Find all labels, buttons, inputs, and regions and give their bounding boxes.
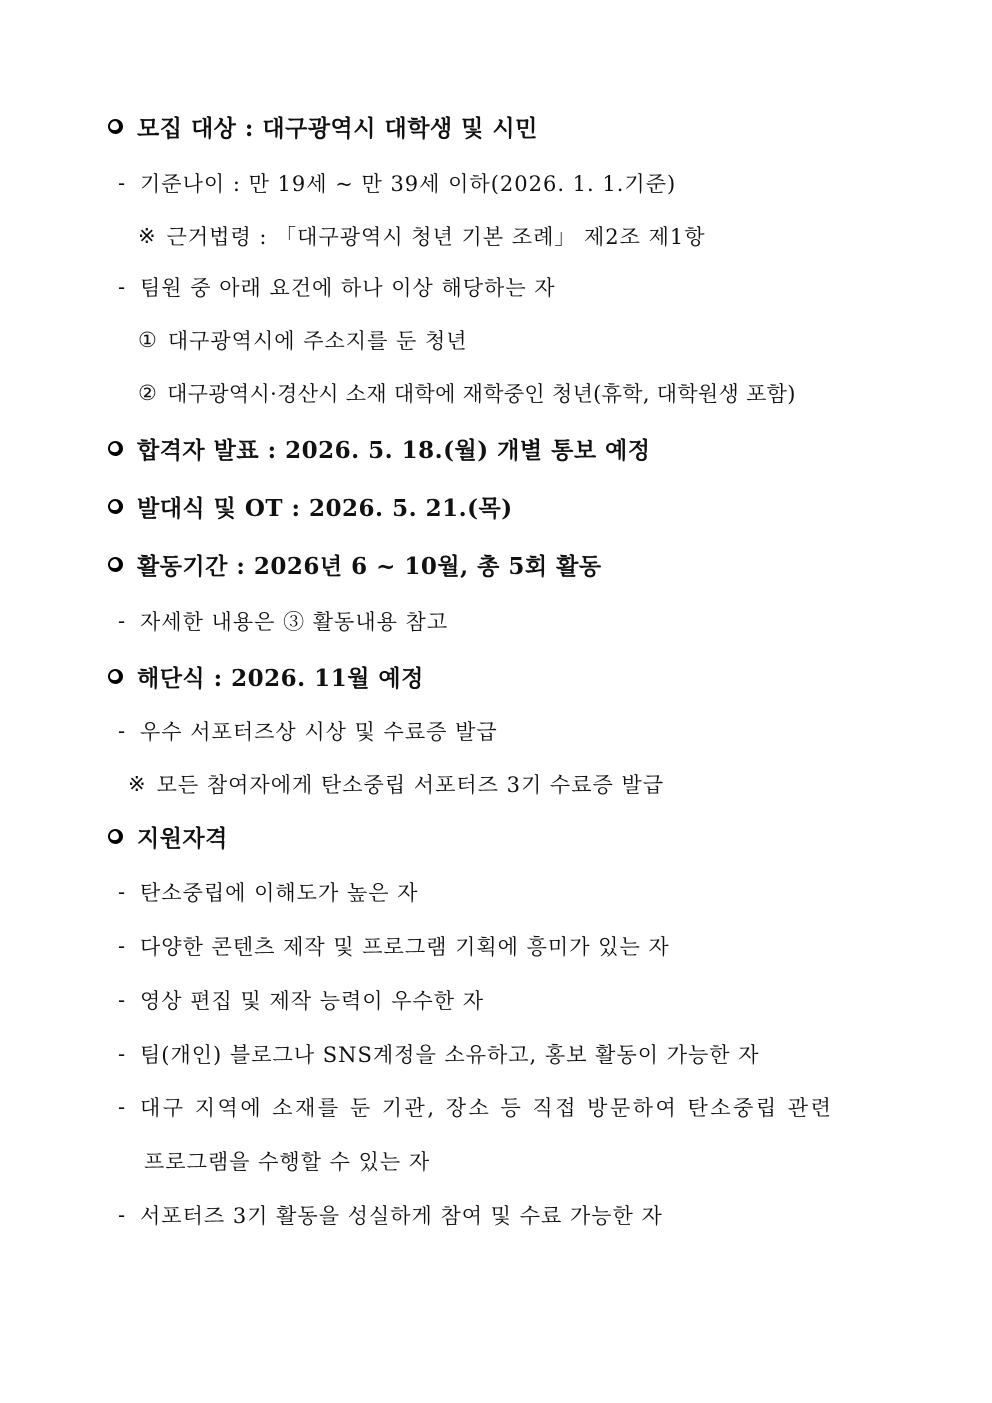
section-heading-closing-ceremony [108,660,424,693]
item-text: 다양한 콘텐츠 제작 및 프로그램 기획에 흥미가 있는 자 [140,935,670,959]
circled-number-1-icon: ① [138,328,158,352]
dash-icon: - [118,988,127,1012]
item-text: 서포터즈 3기 활동을 성실하게 참여 및 수료 가능한 자 [140,1204,663,1228]
reference-mark-icon: ※ [128,772,147,796]
heading-text: 발대식 및 OT : 2026. 5. 21.(목) [137,495,513,522]
dash-icon: - [118,719,127,743]
list-item [118,716,498,746]
section-heading-recruit-target [108,110,538,143]
numbered-item [138,325,468,355]
note-item [138,221,706,251]
list-item [118,931,670,961]
list-item [118,1092,833,1122]
heading-text: 활동기간 : 2026년 6 ~ 10월, 총 5회 활동 [137,553,602,580]
note-item [128,769,664,799]
list-item [118,168,676,198]
item-text: 기준나이 : 만 19세 ~ 만 39세 이하(2026. 1. 1.기준) [140,172,677,196]
list-item [118,272,556,302]
heading-text: 합격자 발표 : 2026. 5. 18.(월) 개별 통보 예정 [137,437,651,464]
item-text: 대구광역시에 주소지를 둔 청년 [167,329,468,353]
circle-bullet-icon [107,498,124,515]
circle-bullet-icon [107,440,124,457]
list-item [118,1039,760,1069]
item-text: 팀원 중 아래 요건에 하나 이상 해당하는 자 [140,276,556,300]
list-item [118,877,418,907]
heading-text: 지원자격 [137,825,228,852]
item-text: 영상 편집 및 제작 능력이 우수한 자 [140,989,485,1013]
dash-icon: - [118,1042,127,1066]
section-heading-eligibility [108,820,228,853]
item-text: 모든 참여자에게 탄소중립 서포터즈 3기 수료증 발급 [156,773,665,797]
circle-bullet-icon [107,828,124,845]
item-text: 자세한 내용은 ③ 활동내용 참고 [140,610,449,634]
item-text: 프로그램을 수행할 수 있는 자 [144,1150,431,1174]
section-heading-announcement [108,432,650,465]
item-text: 대구광역시·경산시 소재 대학에 재학중인 청년(휴학, 대학원생 포함) [167,382,796,406]
list-item [118,1200,663,1230]
reference-mark-icon: ※ [138,224,157,248]
item-text: 대구 지역에 소재를 둔 기관, 장소 등 직접 방문하여 탄소중립 관련 [140,1096,834,1120]
dash-icon: - [118,880,127,904]
circle-bullet-icon [107,556,124,573]
circle-bullet-icon [107,668,124,685]
heading-text: 해단식 : 2026. 11월 예정 [137,665,424,692]
dash-icon: - [118,1203,127,1227]
list-item [118,985,484,1015]
dash-icon: - [118,275,127,299]
dash-icon: - [118,171,127,195]
dash-icon: - [118,609,127,633]
item-text: 팀(개인) 블로그나 SNS계정을 소유하고, 홍보 활동이 가능한 자 [140,1043,760,1067]
section-heading-launch-ceremony [108,490,513,523]
item-text: 근거법령 : 「대구광역시 청년 기본 조례」 제2조 제1항 [166,225,706,249]
circle-bullet-icon [107,118,124,135]
dash-icon: - [118,1095,128,1119]
list-item [118,606,448,636]
section-heading-activity-period [108,548,602,581]
dash-icon: - [118,934,127,958]
numbered-item [138,378,796,408]
item-text: 우수 서포터즈상 시상 및 수료증 발급 [140,720,498,744]
heading-text: 모집 대상 : 대구광역시 대학생 및 시민 [137,115,538,142]
item-text: 탄소중립에 이해도가 높은 자 [140,881,419,905]
list-item-continuation [144,1146,430,1176]
circled-number-2-icon: ② [138,381,158,405]
